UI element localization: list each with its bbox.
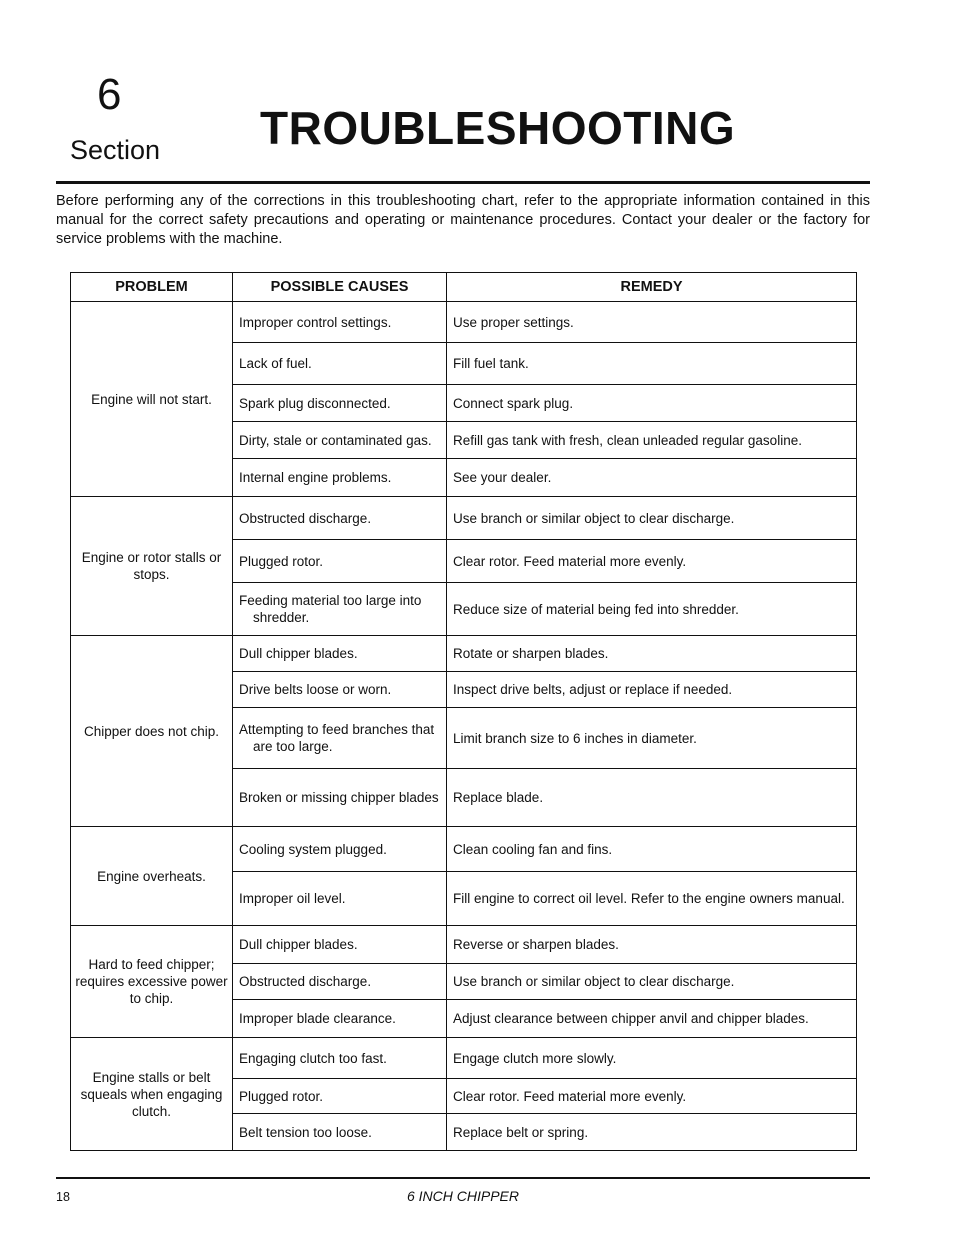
remedy-text: Fill fuel tank. — [453, 356, 529, 371]
remedy-cell — [447, 672, 857, 708]
remedy-text: Replace belt or spring. — [453, 1124, 589, 1140]
cause-text: Drive belts loose or worn. — [239, 682, 392, 697]
header-causes: POSSIBLE CAUSES — [233, 273, 447, 302]
remedy-cell — [447, 459, 857, 497]
remedy-cell — [447, 343, 857, 385]
cause-cell — [233, 302, 447, 343]
cause-text: Plugged rotor. — [239, 553, 324, 569]
remedy-cell — [447, 385, 857, 422]
cause-text: Dull chipper blades. — [239, 646, 358, 661]
remedy-text: Clear rotor. Feed material more evenly. — [453, 553, 687, 569]
table-body — [71, 302, 857, 1151]
cause-text: Lack of fuel. — [239, 356, 312, 371]
problem-cell: Engine stalls or belt squeals when engaging clutch. — [71, 1038, 233, 1151]
cause-text: Dull chipper blades. — [239, 937, 358, 952]
cause-text: Improper control settings. — [239, 314, 392, 330]
cause-cell — [233, 636, 447, 672]
remedy-text: Use branch or similar object to clear discharge. — [453, 510, 735, 526]
remedy-cell — [447, 636, 857, 672]
table-row — [71, 636, 857, 672]
cause-text: Cooling system plugged. — [239, 841, 387, 857]
cause-cell — [233, 964, 447, 1000]
remedy-text: Connect spark plug. — [453, 395, 574, 411]
remedy-cell — [447, 1038, 857, 1079]
cause-cell — [233, 1079, 447, 1114]
remedy-text: Limit branch size to 6 inches in diameter. — [453, 730, 697, 746]
remedy-cell — [447, 583, 857, 636]
remedy-text: Inspect drive belts, adjust or replace if needed. — [453, 682, 733, 697]
cause-text: Broken or missing chipper blades — [239, 790, 439, 805]
header-divider — [56, 181, 870, 184]
table-row — [71, 302, 857, 343]
footer-divider — [56, 1177, 870, 1179]
cause-text: Belt tension too loose. — [239, 1124, 372, 1140]
remedy-text: Refill gas tank with fresh, clean unleaded regular gasoline. — [453, 432, 802, 448]
section-label: Section — [70, 135, 161, 165]
cause-text: Engaging clutch too fast. — [239, 1050, 387, 1066]
cause-cell — [233, 385, 447, 422]
remedy-cell — [447, 769, 857, 827]
remedy-text: Use branch or similar object to clear discharge. — [453, 974, 735, 989]
remedy-text: Adjust clearance between chipper anvil and chipper blades. — [453, 1011, 809, 1026]
cause-cell — [233, 343, 447, 385]
remedy-cell — [447, 422, 857, 459]
cause-cell — [233, 672, 447, 708]
remedy-cell — [447, 497, 857, 540]
cause-cell — [233, 1114, 447, 1151]
remedy-text: Reduce size of material being fed into shredder. — [453, 601, 739, 617]
header-remedy: REMEDY — [447, 273, 857, 302]
table-row — [71, 497, 857, 540]
remedy-text: Reverse or sharpen blades. — [453, 937, 619, 952]
problem-cell: Engine will not start. — [71, 302, 233, 497]
remedy-cell — [447, 1000, 857, 1038]
cause-text: Plugged rotor. — [239, 1088, 324, 1104]
table-row — [71, 827, 857, 872]
remedy-text: Engage clutch more slowly. — [453, 1050, 617, 1066]
table-row — [71, 1038, 857, 1079]
cause-text: Spark plug disconnected. — [239, 395, 391, 411]
cause-text: Attempting to feed branches that are too large. — [239, 722, 435, 754]
table-header-row — [71, 273, 857, 302]
page-title: TROUBLESHOOTING — [260, 102, 736, 154]
section-number: 6 — [97, 70, 122, 119]
cause-cell — [233, 459, 447, 497]
header-problem: PROBLEM — [71, 273, 233, 302]
remedy-text: Fill engine to correct oil level. Refer to the engine owners manual. — [453, 891, 845, 906]
problem-cell: Hard to feed chipper; requires excessive power to chip. — [71, 926, 233, 1038]
cause-cell — [233, 708, 447, 769]
cause-text: Feeding material too large into shredder. — [239, 593, 422, 625]
problem-cell: Engine or rotor stalls or stops. — [71, 497, 233, 636]
remedy-cell — [447, 1079, 857, 1114]
remedy-text: Replace blade. — [453, 790, 544, 805]
remedy-text: Clear rotor. Feed material more evenly. — [453, 1088, 687, 1104]
cause-cell — [233, 1000, 447, 1038]
remedy-text: Rotate or sharpen blades. — [453, 646, 609, 661]
cause-cell — [233, 827, 447, 872]
cause-cell — [233, 926, 447, 964]
problem-cell: Engine overheats. — [71, 827, 233, 926]
remedy-cell — [447, 708, 857, 769]
cause-cell — [233, 769, 447, 827]
cause-cell — [233, 1038, 447, 1079]
remedy-cell — [447, 926, 857, 964]
cause-text: Obstructed discharge. — [239, 510, 372, 526]
remedy-cell — [447, 964, 857, 1000]
cause-text: Obstructed discharge. — [239, 974, 372, 989]
cause-text: Improper oil level. — [239, 891, 346, 906]
remedy-cell — [447, 827, 857, 872]
intro-paragraph: Before performing any of the corrections in this troubleshooting chart, refer to the appropriate information contained in this manual for the correct safety precautions and operating or maintenance procedures. Contact your dealer or the factory for service problems with the machine. — [56, 193, 870, 247]
remedy-cell — [447, 1114, 857, 1151]
cause-cell — [233, 422, 447, 459]
cause-text: Dirty, stale or contaminated gas. — [239, 432, 432, 448]
remedy-cell — [447, 872, 857, 926]
footer-title: 6 INCH CHIPPER — [406, 1188, 520, 1204]
remedy-text: Use proper settings. — [453, 314, 574, 330]
troubleshooting-table — [70, 272, 857, 1151]
table-row — [71, 926, 857, 964]
cause-cell — [233, 583, 447, 636]
cause-text: Improper blade clearance. — [239, 1011, 396, 1026]
problem-cell: Chipper does not chip. — [71, 636, 233, 827]
cause-cell — [233, 872, 447, 926]
remedy-cell — [447, 540, 857, 583]
remedy-text: Clean cooling fan and fins. — [453, 841, 613, 857]
page-number: 18 — [56, 1190, 70, 1204]
cause-cell — [233, 497, 447, 540]
cause-text: Internal engine problems. — [239, 470, 392, 485]
cause-cell — [233, 540, 447, 583]
remedy-text: See your dealer. — [453, 470, 552, 485]
remedy-cell — [447, 302, 857, 343]
